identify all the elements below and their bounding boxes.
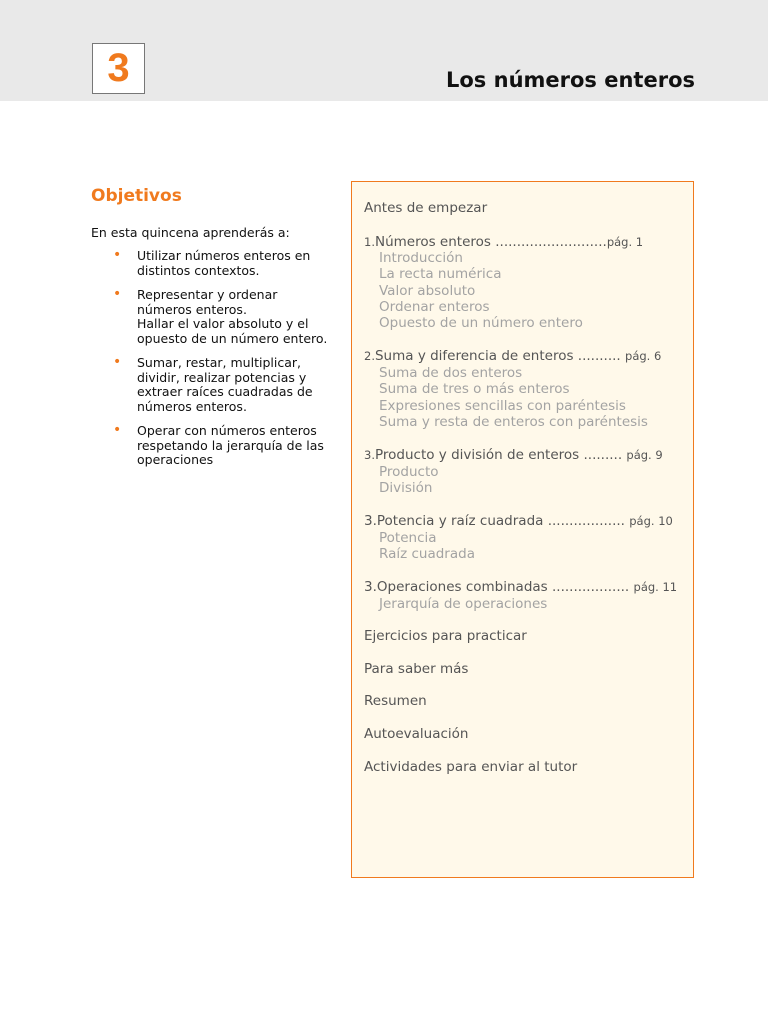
objective-item [115, 288, 345, 346]
toc-subitem[interactable]: Opuesto de un número entero [379, 315, 583, 332]
bullet-icon: • [113, 354, 122, 370]
objective-text: Operar con números enteros respetando la jerarquía de las operaciones [137, 423, 324, 467]
toc-subitem[interactable]: Jerarquía de operaciones [379, 595, 548, 612]
toc-subitem[interactable]: Suma de tres o más enteros [379, 381, 570, 398]
objective-item [115, 424, 345, 468]
toc-subitem[interactable]: Potencia [379, 529, 437, 546]
toc-section-title: Suma y diferencia de enteros .......... [374, 348, 626, 365]
toc-subitem[interactable]: Expresiones sencillas con paréntesis [379, 397, 626, 414]
objective-text: Utilizar números enteros en distintos contextos. [137, 248, 311, 278]
table-of-contents [351, 181, 694, 878]
toc-item-actividades[interactable]: Actividades para enviar al tutor [364, 759, 578, 776]
bullet-icon: • [113, 247, 122, 263]
toc-subitem[interactable]: La recta numérica [379, 266, 502, 283]
objectives-heading: Objetivos [91, 186, 182, 206]
toc-section-page: pág. 9 [626, 448, 663, 463]
toc-section-page: pág. 10 [629, 514, 673, 529]
toc-item-ejercicios[interactable]: Ejercicios para practicar [364, 628, 527, 645]
toc-section-number: 3. [364, 513, 377, 530]
toc-section-2[interactable] [364, 348, 689, 365]
toc-list [364, 200, 689, 776]
toc-subitem[interactable]: Producto [379, 463, 439, 480]
toc-section-4[interactable] [364, 513, 689, 530]
toc-section-page: pág. 11 [633, 580, 678, 595]
toc-section-title: Producto y división de enteros ......... [374, 447, 627, 464]
toc-section-page: pág. 6 [625, 349, 662, 364]
toc-item-autoevaluacion[interactable]: Autoevaluación [364, 725, 469, 742]
toc-subitem[interactable]: División [379, 479, 433, 496]
toc-section-number: 3. [364, 579, 377, 596]
toc-section-number: 3. [364, 448, 375, 463]
toc-section-number: 2. [364, 349, 375, 364]
toc-subitem[interactable]: Introducción [379, 250, 463, 266]
toc-section-page: pág. 1 [606, 234, 644, 249]
toc-section-title: Potencia y raíz cuadrada .................. [376, 513, 630, 530]
objective-item [115, 249, 345, 278]
toc-section-3[interactable] [364, 447, 689, 464]
toc-section-5[interactable] [364, 579, 689, 596]
bullet-icon: • [113, 286, 122, 302]
toc-subitem[interactable]: Valor absoluto [379, 282, 476, 299]
objective-text: Representar y ordenar números enteros. Hallar el valor absoluto y el opuesto de un número entero. [137, 287, 328, 346]
objectives-list [115, 249, 345, 478]
toc-subitem[interactable]: Suma de dos enteros [379, 364, 523, 381]
toc-item-resumen[interactable]: Resumen [364, 693, 427, 710]
toc-item-saber-mas[interactable]: Para saber más [364, 660, 469, 677]
objectives-intro: En esta quincena aprenderás a: [91, 225, 290, 240]
objective-text: Sumar, restar, multiplicar, dividir, realizar potencias y extraer raíces cuadradas de números enteros. [137, 355, 313, 414]
toc-subitem[interactable]: Raíz cuadrada [379, 546, 475, 563]
objective-item [115, 356, 345, 414]
toc-section-number: 1. [364, 234, 375, 249]
chapter-number-badge: 3 [92, 43, 145, 94]
toc-subitem[interactable]: Ordenar enteros [379, 298, 490, 315]
toc-section-title: Operaciones combinadas .................. [376, 579, 634, 596]
toc-section-1[interactable] [364, 234, 689, 251]
bullet-icon: • [113, 422, 122, 438]
toc-subitem[interactable]: Suma y resta de enteros con paréntesis [379, 413, 648, 430]
toc-item-antes-de-empezar[interactable]: Antes de empezar [364, 200, 488, 216]
page-title: Los números enteros [446, 68, 695, 92]
toc-section-title: Números enteros .......................... [374, 233, 607, 250]
